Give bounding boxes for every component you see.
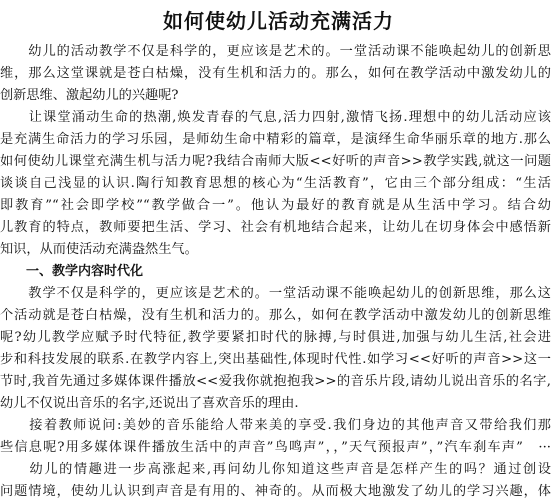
paragraph-line: 接着教师说问:美妙的音乐能给人带来美的享受.我们身边的其他声音又带给我们那 [0,418,551,433]
paragraph-line: 步和科技发展的联系.在教学内容上,突出基础性,体现时代性.如学习<<好听的声音>>这一 [0,352,551,367]
paragraph-line: 幼儿不仅说出音乐的名字,还说出了喜欢音乐的理由. [0,396,299,411]
paragraph-line: 让课堂涌动生命的热潮,焕发青春的气息,活力四射,激情飞扬.理想中的幼儿活动应该 [0,110,551,125]
paragraph-line: 幼儿的情趣进一步高涨起来,再问幼儿你知道这些声音是怎样产生的吗？通过创设 [0,462,551,477]
paragraph-line: 即教育”“社会即学校”“教学做合一”。他认为最好的教育就是从生活中学习。结合幼 [0,198,551,213]
paragraph-line: 教学不仅是科学的，更应该是艺术的。一堂活动课不能唤起幼儿的创新思维，那么这 [0,286,551,301]
paragraph-line: 如何使幼儿课堂充满生机与活力呢?我结合南师大版<<好听的声音>>教学实践,就这一问题 [0,154,551,169]
paragraph-line: 个活动就是苍白枯燥，没有生机和活力的。那么，如何在教学活动中激发幼儿的创新思维 [0,308,551,323]
paragraph-line: 儿教育的特点，教师要把生活、学习、社会有机地结合起来，让幼儿在切身体会中感悟新 [0,220,551,235]
section-heading: 一、教学内容时代化 [0,264,144,279]
paragraph-line: 是充满生命活力的学习乐园，是师幼生命中精彩的篇章，是演绎生命华丽乐章的地方.那么 [0,132,551,147]
paragraph-line: 谈谈自己浅显的认识.陶行知教育思想的核心为“生活教育”，它由三个部分组成：“生活 [0,176,551,191]
paragraph-line: 节时,我首先通过多媒体课件播放<<爱我你就抱抱我>>的音乐片段,请幼儿说出音乐的名字, [0,374,551,389]
paragraph-line: 维，那么这堂课就是苍白枯燥，没有生机和活力的。那么，如何在教学活动中激发幼儿的 [0,66,551,81]
document-title: 如何使幼儿活动充满活力 [163,9,394,33]
paragraph-line: 幼儿的活动教学不仅是科学的，更应该是艺术的。一堂活动课不能唤起幼儿的创新思 [0,44,551,59]
paragraph-line: 呢?幼儿教学应赋予时代特征,教学要紧扣时代的脉搏,与时俱进,加强与幼儿生活,社会进 [0,330,551,345]
paragraph-line: 知识，从而使活动充满盎然生气。 [0,242,198,257]
paragraph-line: 些信息呢?用多媒体课件播放生活中的声音”鸟鸣声”，，”天气预报声”，”汽车刹车声” ··· [0,440,551,455]
paragraph-line: 问题情境，使幼儿认识到声音是有用的、神奇的。从而极大地激发了幼儿的学习兴趣，体 [0,484,551,499]
paragraph-line: 创新思维、激起幼儿的兴趣呢? [0,88,179,103]
